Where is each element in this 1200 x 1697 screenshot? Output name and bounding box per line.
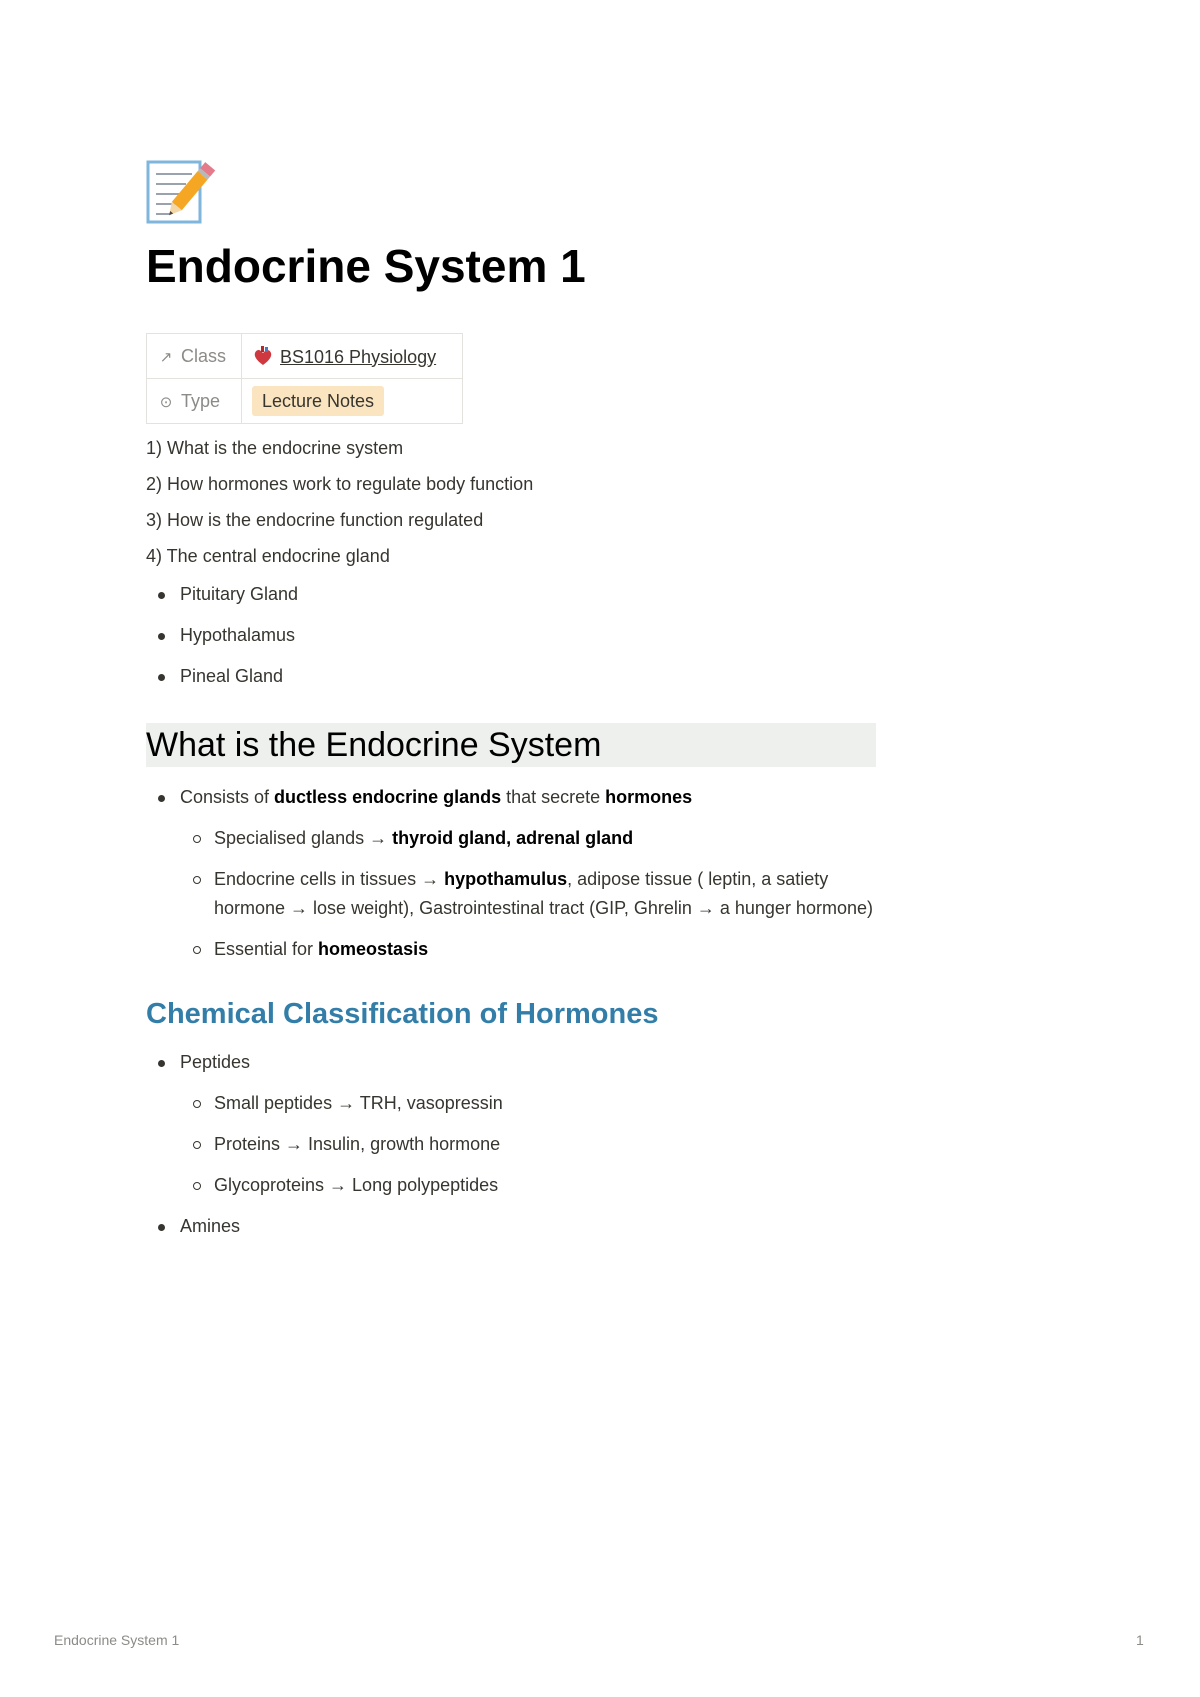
property-key: ↗ Class — [147, 334, 242, 379]
class-link[interactable]: BS1016 Physiology — [280, 346, 437, 367]
type-tag[interactable]: Lecture Notes — [252, 386, 384, 416]
footer-title: Endocrine System 1 — [54, 1632, 180, 1648]
glands-list — [146, 574, 876, 697]
footer-page-number: 1 — [1136, 1632, 1144, 1648]
page-content — [146, 430, 876, 1247]
list-subitem: Essential for homeostasis — [146, 929, 876, 970]
property-value[interactable] — [242, 334, 463, 379]
property-row-class — [147, 334, 463, 379]
outline-item: 3) How is the endocrine function regulated — [146, 510, 484, 530]
list-subitem: Glycoproteins → Long polypeptides — [146, 1165, 876, 1206]
anatomical-heart-icon — [252, 345, 274, 367]
arrow-up-right-icon: ↗ — [159, 348, 173, 366]
property-key: ⊙ Type — [147, 379, 242, 424]
section-heading: What is the Endocrine System — [146, 723, 876, 767]
list-subitem: Small peptides → TRH, vasopressin — [146, 1083, 876, 1124]
outline-item: 4) The central endocrine gland — [146, 546, 390, 566]
list-item: Consists of ductless endocrine glands that secrete hormones — [146, 777, 876, 818]
outline-item: 2) How hormones work to regulate body function — [146, 474, 534, 494]
memo-pencil-icon — [146, 156, 216, 226]
list-item: Pineal Gland — [146, 656, 876, 697]
list-subitem: Endocrine cells in tissues → hypothamulus, adipose tissue ( leptin, a satiety hormone → lose weight), Gastrointestinal tract (GIP, Ghrelin → a hunger hormone) — [146, 859, 876, 929]
page-title: Endocrine System 1 — [146, 240, 586, 292]
property-row-type — [147, 379, 463, 424]
list-subitem: Specialised glands → thyroid gland, adrenal gland — [146, 818, 876, 859]
property-value[interactable] — [242, 379, 463, 424]
list-item: Peptides — [146, 1042, 876, 1083]
outline-item: 1) What is the endocrine system — [146, 438, 404, 458]
section2-list — [146, 1042, 876, 1247]
section1-list — [146, 777, 876, 970]
list-item: Pituitary Gland — [146, 574, 876, 615]
properties-table — [146, 333, 463, 424]
list-subitem: Proteins → Insulin, growth hormone — [146, 1124, 876, 1165]
list-item: Amines — [146, 1206, 876, 1247]
circle-check-icon: ⊙ — [159, 393, 173, 411]
list-item: Hypothalamus — [146, 615, 876, 656]
subsection-heading: Chemical Classification of Hormones — [146, 998, 659, 1030]
